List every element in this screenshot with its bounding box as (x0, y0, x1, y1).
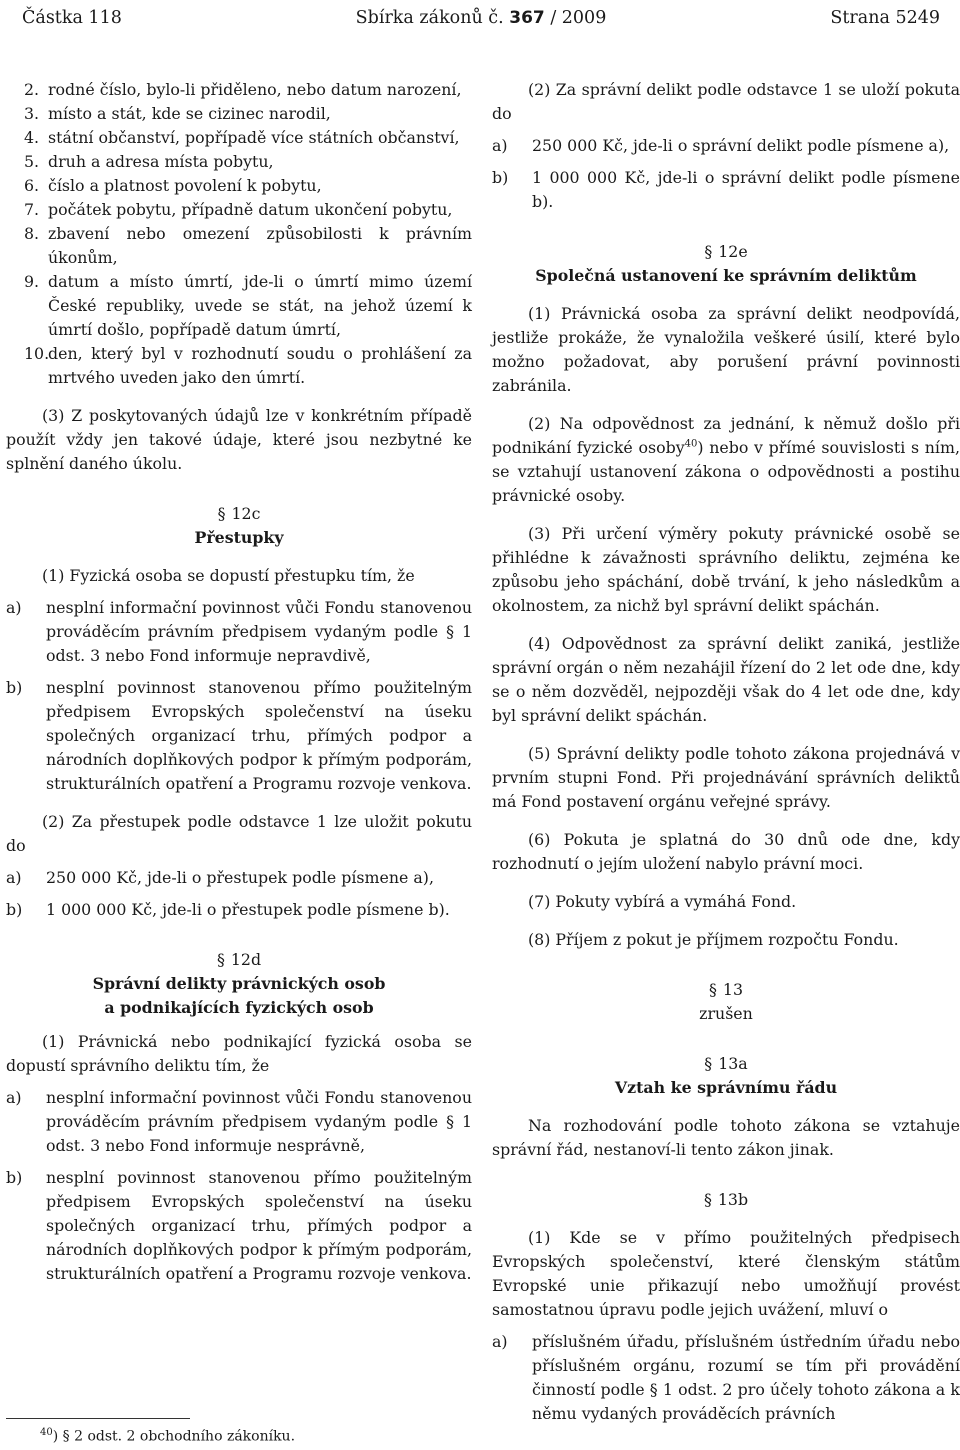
list-item (6, 866, 472, 890)
list-item (6, 78, 472, 102)
header-collection (22, 5, 940, 31)
list-marker: 8. (24, 224, 40, 243)
list-item (6, 596, 472, 668)
list-text: nesplní informační povinnost vůči Fondu stanovenou prováděcím právním předpisem vydaným podle § 1 odst. 3 nebo Fond informuje nepravdivě, (46, 598, 472, 665)
paragraph: (6) Pokuta je splatná do 30 dnů ode dne, kdy rozhodnutí o jejím uložení nabylo právní moci. (492, 830, 960, 873)
list-item (6, 174, 472, 198)
list-text: 250 000 Kč, jde-li o přestupek podle písmene a), (46, 868, 434, 887)
section-number-text: 13b (717, 1190, 749, 1209)
header-collection-year: / 2009 (550, 8, 607, 28)
header-page-number: Strana 5249 (830, 8, 940, 28)
list-marker: 2. (24, 80, 40, 99)
paragraph: (4) Odpovědnost za správní delikt zaniká, jestliže správní orgán o něm nezahájil řízení do 2 let ode dne, kdy se o něm dozvěděl, nejpozději však do 4 let ode dne, kdy byl správní delikt spáchán. (492, 634, 960, 725)
section-number (492, 1052, 960, 1076)
list-marker: 6. (24, 176, 40, 195)
list-item (492, 1330, 960, 1426)
list-item (6, 898, 472, 922)
paragraph: (2) Za správní delikt podle odstavce 1 se uloží pokuta do (492, 80, 960, 123)
list-text: datum a místo úmrtí, jde-li o úmrtí mimo území České republiky, uvede se stát, na jehož území k úmrtí došlo, popřípadě datum úmrtí, (48, 272, 472, 339)
list-item (6, 126, 472, 150)
section-number-text: 12e (718, 242, 748, 261)
section-title: Přestupky (194, 528, 284, 547)
section-symbol: § (704, 242, 713, 261)
list-text: nesplní povinnost stanovenou přímo použitelným předpisem Evropských společenství na úseku společných organizací trhu, přímých podpor a národních doplňkových podpor k přímým podporám, strukturálních opatření a Programu rozvoje venkova. (46, 1168, 472, 1283)
list-text: 250 000 Kč, jde-li o správní delikt podle písmene a), (532, 136, 950, 155)
list-marker: 9. (24, 272, 40, 291)
list-item (6, 102, 472, 126)
list-text: druh a adresa místa pobytu, (48, 152, 274, 171)
list-text: den, který byl v rozhodnutí soudu o prohlášení za mrtvého uveden jako den úmrtí. (48, 344, 472, 387)
list-marker: b) (6, 900, 23, 919)
paragraph (492, 412, 960, 508)
list-marker: 10. (24, 344, 50, 363)
section-number (492, 240, 960, 264)
header-collection-prefix: Sbírka zákonů č. (355, 8, 504, 28)
section-symbol: § (216, 950, 225, 969)
list-item (6, 1166, 472, 1286)
section-title: Společná ustanovení ke správním deliktům (535, 266, 917, 285)
list-item (6, 150, 472, 174)
list-marker: 7. (24, 200, 40, 219)
section-number (492, 978, 960, 1002)
list-item (6, 198, 472, 222)
paragraph: (5) Správní delikty podle tohoto zákona projednává v prvním stupni Fond. Při projednávání správních deliktů má Fond postavení orgánu veřejné správy. (492, 744, 960, 811)
list-item (492, 134, 960, 158)
list-item (6, 342, 472, 390)
section-title: Správní delikty právnických osob (92, 974, 386, 993)
list-marker: a) (492, 136, 508, 155)
list-marker: a) (6, 868, 22, 887)
list-text: 1 000 000 Kč, jde-li o přestupek podle písmene b). (46, 900, 450, 919)
paragraph: Na rozhodování podle tohoto zákona se vztahuje správní řád, nestanoví-li tento zákon jinak. (492, 1116, 960, 1159)
paragraph: (8) Příjem z pokut je příjmem rozpočtu Fondu. (528, 930, 899, 949)
paragraph: (2) Za přestupek podle odstavce 1 lze uložit pokutu do (6, 812, 472, 855)
section-title: zrušen (699, 1004, 753, 1023)
list-marker: a) (6, 598, 22, 617)
paragraph: (1) Právnická nebo podnikající fyzická osoba se dopustí správního deliktu tím, že (6, 1032, 472, 1075)
footnote-number: 40 (40, 1427, 53, 1438)
section-title: Vztah ke správnímu řádu (614, 1078, 838, 1097)
section-symbol: § (217, 504, 226, 523)
paragraph: (7) Pokuty vybírá a vymáhá Fond. (528, 892, 797, 911)
list-marker: a) (492, 1332, 508, 1351)
list-marker: a) (6, 1088, 22, 1107)
list-text: rodné číslo, bylo-li přiděleno, nebo datum narození, (48, 80, 462, 99)
list-marker: 5. (24, 152, 40, 171)
paragraph: (1) Právnická osoba za správní delikt neodpovídá, jestliže prokáže, že vynaložila veškeré úsilí, které bylo možno požadovat, aby porušení právní povinnosti zabránila. (492, 304, 960, 395)
paragraph-text: ) nebo v přímé souvislosti s ním, se vztahují ustanovení zákona o odpovědnosti a postihu právnické osoby. (492, 438, 960, 505)
list-text: státní občanství, popřípadě více státních občanství, (48, 128, 460, 147)
page-header (22, 5, 940, 31)
list-text: nesplní informační povinnost vůči Fondu stanovenou prováděcím právním předpisem vydaným podle § 1 odst. 3 nebo Fond informuje nesprávně, (46, 1088, 472, 1155)
section-number (6, 502, 472, 526)
list-marker: b) (492, 168, 509, 187)
paragraph: (1) Kde se v přímo použitelných předpisech Evropských společenství, které členským státům Evropské unie přikazují nebo umožňují provést samostatnou úpravu podle jejich uvážení, mluví o (492, 1228, 960, 1319)
paragraph: (1) Fyzická osoba se dopustí přestupku tím, že (42, 566, 415, 585)
section-title: a podnikajících fyzických osob (104, 998, 374, 1017)
list-marker: b) (6, 678, 23, 697)
header-collection-number: 367 (509, 8, 545, 28)
section-symbol: § (708, 980, 717, 999)
section-number (6, 948, 472, 972)
list-item (6, 270, 472, 342)
section-number-text: 13a (718, 1054, 748, 1073)
list-text: počátek pobytu, případně datum ukončení pobytu, (48, 200, 453, 219)
section-symbol: § (703, 1190, 712, 1209)
list-item (492, 166, 960, 214)
list-marker: 3. (24, 104, 40, 123)
footnote-divider (6, 1418, 190, 1419)
list-text: 1 000 000 Kč, jde-li o správní delikt podle písmene b). (532, 168, 960, 211)
list-item (6, 1086, 472, 1158)
list-item (6, 222, 472, 270)
section-number-text: 12c (231, 504, 261, 523)
paragraph: (3) Při určení výměry pokuty právnické osobě se přihlédne k závažnosti správního deliktu, zejména ke způsobu jeho spáchání, době trvání, k jeho následkům a okolnostem, za nichž byl správní delikt spáchán. (492, 524, 960, 615)
footnote-reference[interactable]: 40 (684, 438, 698, 450)
list-text: nesplní povinnost stanovenou přímo použitelným předpisem Evropských společenství na úseku společných organizací trhu, přímých podpor a národních doplňkových podpor k přímým podporám, strukturálních opatření a Programu rozvoje venkova. (46, 678, 472, 793)
header-part: Částka 118 (22, 8, 122, 28)
footnote-text: ) § 2 odst. 2 obchodního zákoníku. (52, 1428, 296, 1445)
section-number-text: 12d (230, 950, 262, 969)
list-text: číslo a platnost povolení k pobytu, (48, 176, 322, 195)
footnote (40, 1422, 295, 1448)
list-marker: b) (6, 1168, 23, 1187)
right-column (492, 78, 960, 1426)
section-number-text: 13 (722, 980, 743, 999)
list-text: zbavení nebo omezení způsobilosti k právním úkonům, (48, 224, 472, 267)
left-column (6, 78, 472, 1286)
list-marker: 4. (24, 128, 40, 147)
list-text: místo a stát, kde se cizinec narodil, (48, 104, 331, 123)
list-text: příslušném úřadu, příslušném ústředním úřadu nebo příslušném orgánu, rozumí se tím při provádění činností podle § 1 odst. 2 pro účely tohoto zákona a k němu vydaných prováděcích právních (532, 1332, 960, 1423)
paragraph: (3) Z poskytovaných údajů lze v konkrétním případě použít vždy jen takové údaje, které jsou nezbytné ke splnění daného úkolu. (6, 406, 472, 473)
section-number (492, 1188, 960, 1212)
paragraph-text: (2) Na odpovědnost za jednání, k němuž došlo při podnikání fyzické osoby (492, 414, 960, 457)
section-symbol: § (704, 1054, 713, 1073)
list-item (6, 676, 472, 796)
